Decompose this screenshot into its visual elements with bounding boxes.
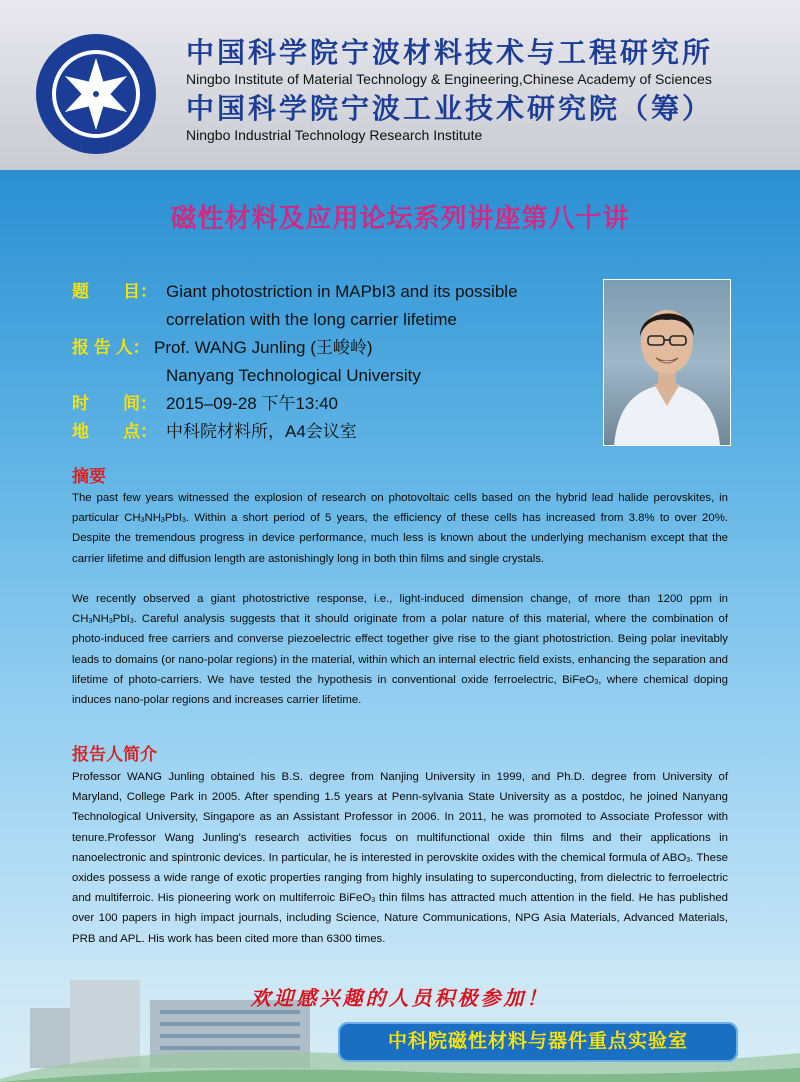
speaker-name: Prof. WANG Junling (王峻岭) [154,338,373,357]
cas-logo [34,32,158,156]
bio-heading: 报告人简介 [72,745,157,765]
institute-2-cn: 中国科学院宁波工业技术研究院（筹） [186,92,714,125]
lecture-info [72,278,602,446]
lecture-series-title: 磁性材料及应用论坛系列讲座第八十讲 [170,204,630,234]
topic-row-2 [72,306,602,334]
topic-label: 题 目： [72,282,157,301]
bio-paragraph: Professor WANG Junling obtained his B.S. degree from Nanjing University in 1999, and Ph.D. degree from University of Maryland, College Park in 2005. After spending 1.5 years at Penn-sylvania State University as a postdoc, he joined Nanyang Technological University, Singapore as an Assistant Professor in 2006. In 2011, he was promoted to Associate Professor with tenure.Professor Wang Junling's research activities focus on multifunctional oxide thin films and their applications in nanoelectronic and spintronic devices. In particular, he is interested in perovskite oxides with the chemical formula of $ABO_3$. These oxides possess a wide range of exotic properties ranging from highly insulating to superconducting, from dielectric to ferroelectric and multiferroic. His pioneering work on multiferroic BiFeO$_3$ thin films has attracted much attention in the field. He has published over 100 papers in high impact journals, including Science, Nature Communications, NPG Asia Materials, Advanced Materials, PRB and APL. His work has been cited more than 6300 times. [72,771,728,945]
abstract-heading: 摘要 [72,467,106,487]
speaker-row-2 [72,362,602,390]
header-banner [0,0,800,170]
topic-line2: correlation with the long carrier lifetime [166,310,458,329]
abstract-paragraph-2: We recently observed a giant photostrictive response, i.e., light-induced dimension change, of more than 1200 ppm in $CH_3NH_3PbI_3$. Careful analysis suggests that it should originate from a polar nature of this material, where the combination of photo-induced free carriers and converse piezoelectric effect together give rise to the giant photostriction. Being polar inevitably leads to domains (or nano-polar regions) in the material, within which an internal electric field exists, enhancing the separation and lifetime of photo-carriers. We have tested the hypothesis in conventional oxide ferroelectric, BiFeO$_3$, where chemical doping induces nano-polar regions and increases carrier lifetime. [72,593,728,707]
institute-2-en: Ningbo Industrial Technology Research Institute [186,127,483,143]
speaker-affiliation: Nanyang Technological University [166,366,421,385]
time-value: 2015–09-28 下午13:40 [166,394,339,413]
time-label: 时 间： [72,394,157,413]
institute-2 [186,92,713,144]
institute-1-cn: 中国科学院宁波材料技术与工程研究所 [186,36,714,69]
campus-illustration [0,960,800,1082]
place-row [72,418,602,446]
topic-line1: Giant photostriction in MAPbI3 and its possible [166,282,518,301]
topic-row [72,278,602,306]
welcome-message: 欢迎感兴趣的人员积极参加！ [250,986,550,1010]
speaker-photo [603,279,731,446]
abstract-paragraph-1: The past few years witnessed the explosion of research on photovoltaic cells based on the hybrid lead halide perovskites, in particular $CH_3NH_3PbI_3$. Within a short period of 5 years, the efficiency of these cells has increased from 3.8% to over 20%. Despite the tremendous progress in device performance, much less is known about the underlying mechanism except that the carrier lifetime and diffusion length are astonishingly long in both thin films and single crystals. [72,492,729,565]
speaker-row [72,334,602,362]
place-value: 中科院材料所，A4会议室 [166,422,357,441]
speaker-label: 报 告 人： [72,338,150,357]
institute-1-en: Ningbo Institute of Material Technology & Engineering,Chinese Academy of Sciences [186,71,712,87]
place-label: 地 点： [72,422,157,441]
institute-1 [186,36,713,88]
lab-name-banner: 中科院磁性材料与器件重点实验室 [338,1022,738,1062]
time-row [72,390,602,418]
